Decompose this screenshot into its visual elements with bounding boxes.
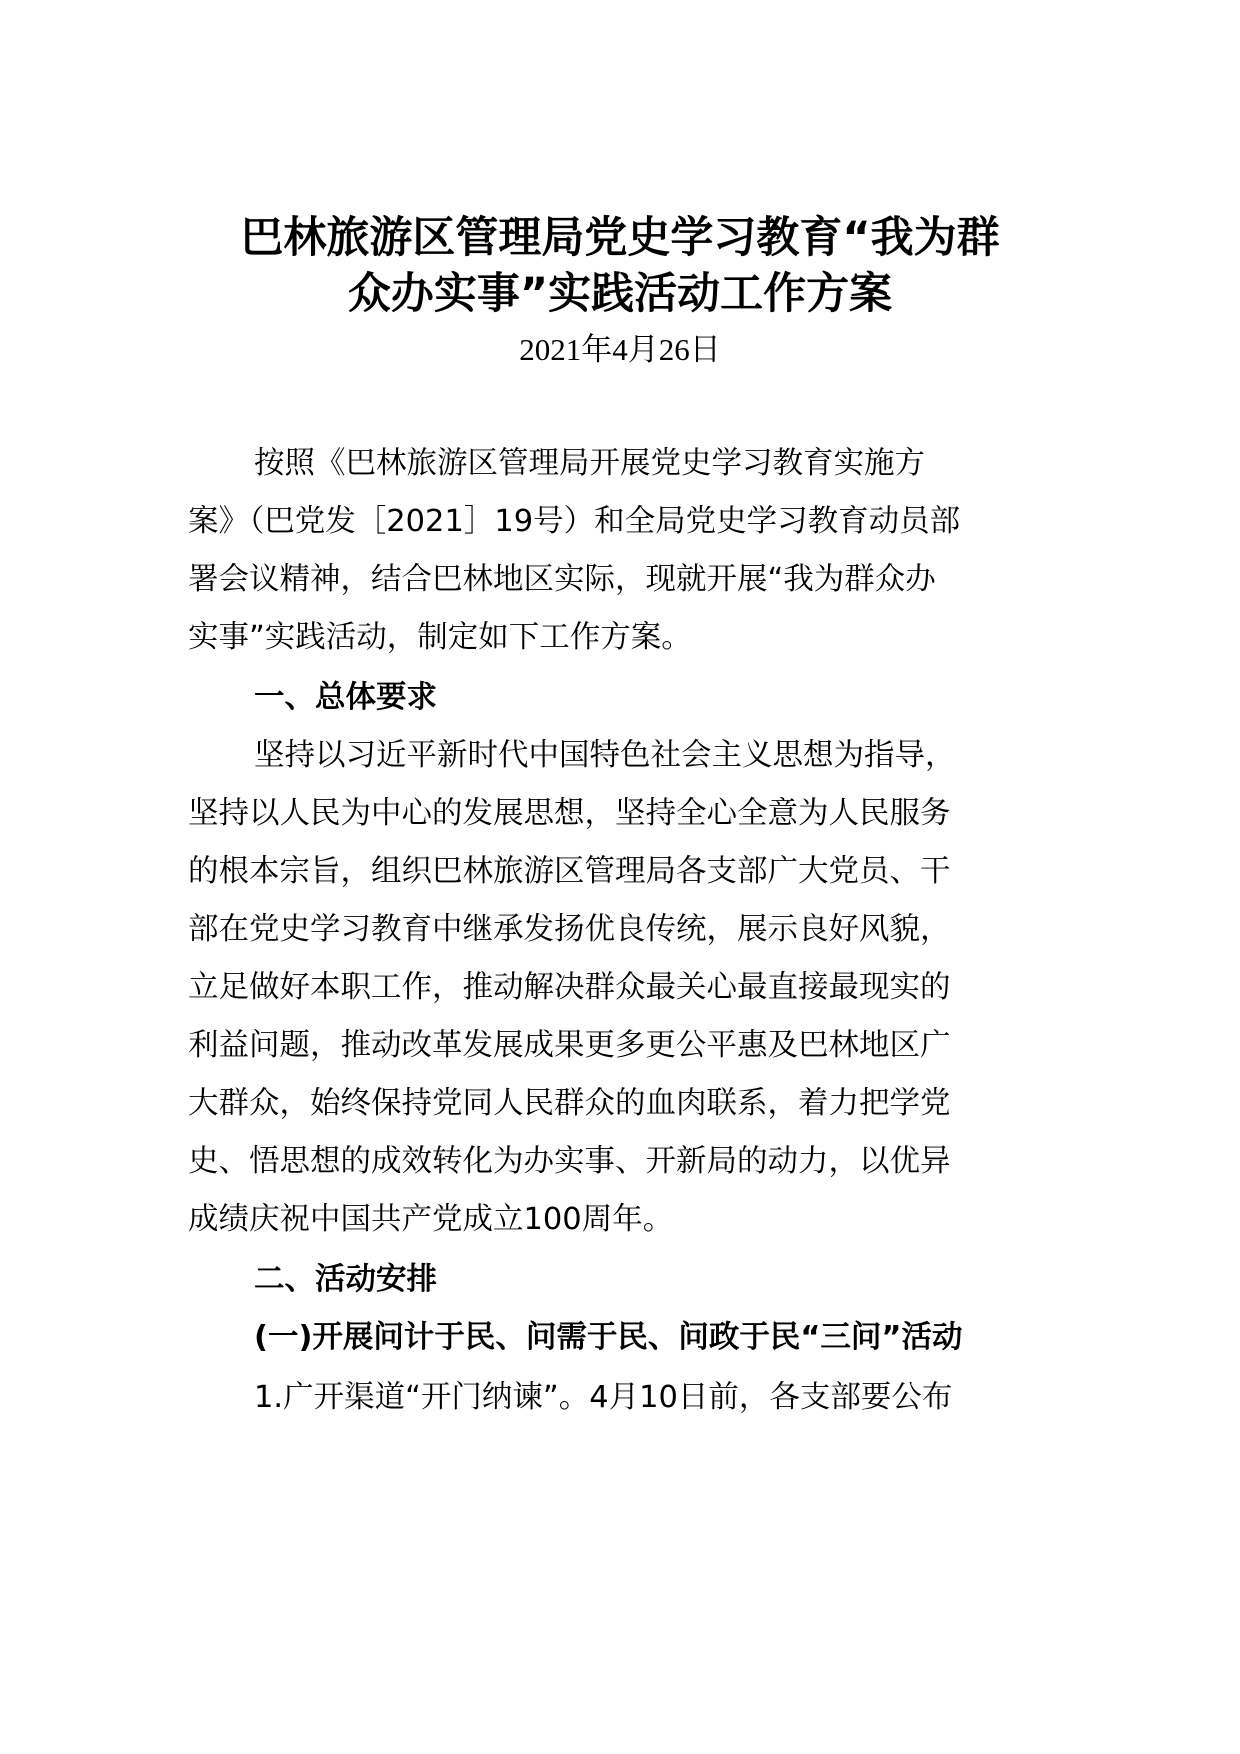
item-1-line: 1.广开渠道“开门纳谏”。4月10日前，各支部要公布 bbox=[254, 1380, 953, 1415]
section-heading-activity-arrangement: 二、活动安排 bbox=[254, 1262, 437, 1297]
intro-line-2: 案》（巴党发［2021］19号）和全局党史学习教育动员部 bbox=[188, 504, 961, 539]
document-title-line-1: 巴林旅游区管理局党史学习教育“我为群 bbox=[240, 213, 1000, 263]
section1-line-3: 的根本宗旨，组织巴林旅游区管理局各支部广大党员、干 bbox=[188, 854, 951, 889]
section1-line-2: 坚持以人民为中心的发展思想，坚持全心全意为人民服务 bbox=[188, 796, 951, 831]
document-date: 2021年4月26日 bbox=[519, 332, 721, 367]
section1-line-1: 坚持以习近平新时代中国特色社会主义思想为指导， bbox=[254, 738, 956, 773]
section1-line-5: 立足做好本职工作，推动解决群众最关心最直接最现实的 bbox=[188, 970, 951, 1005]
document-title-line-2: 众办实事”实践活动工作方案 bbox=[347, 269, 893, 319]
intro-line-4: 实事”实践活动，制定如下工作方案。 bbox=[188, 620, 692, 655]
section1-line-7: 大群众，始终保持党同人民群众的血肉联系，着力把学党 bbox=[188, 1086, 951, 1121]
intro-line-3: 署会议精神，结合巴林地区实际，现就开展“我为群众办 bbox=[188, 562, 936, 597]
section1-line-6: 利益问题，推动改革发展成果更多更公平惠及巴林地区广 bbox=[188, 1028, 951, 1063]
section-heading-general-requirements: 一、总体要求 bbox=[254, 680, 437, 715]
intro-line-1: 按照《巴林旅游区管理局开展党史学习教育实施方 bbox=[254, 446, 925, 481]
section1-line-9: 成绩庆祝中国共产党成立100周年。 bbox=[188, 1202, 674, 1237]
section1-line-8: 史、悟思想的成效转化为办实事、开新局的动力，以优异 bbox=[188, 1144, 951, 1179]
section1-line-4: 部在党史学习教育中继承发扬优良传统，展示良好风貌， bbox=[188, 912, 951, 947]
subsection-heading-three-questions: (一)开展问计于民、问需于民、问政于民“三问”活动 bbox=[254, 1320, 963, 1355]
